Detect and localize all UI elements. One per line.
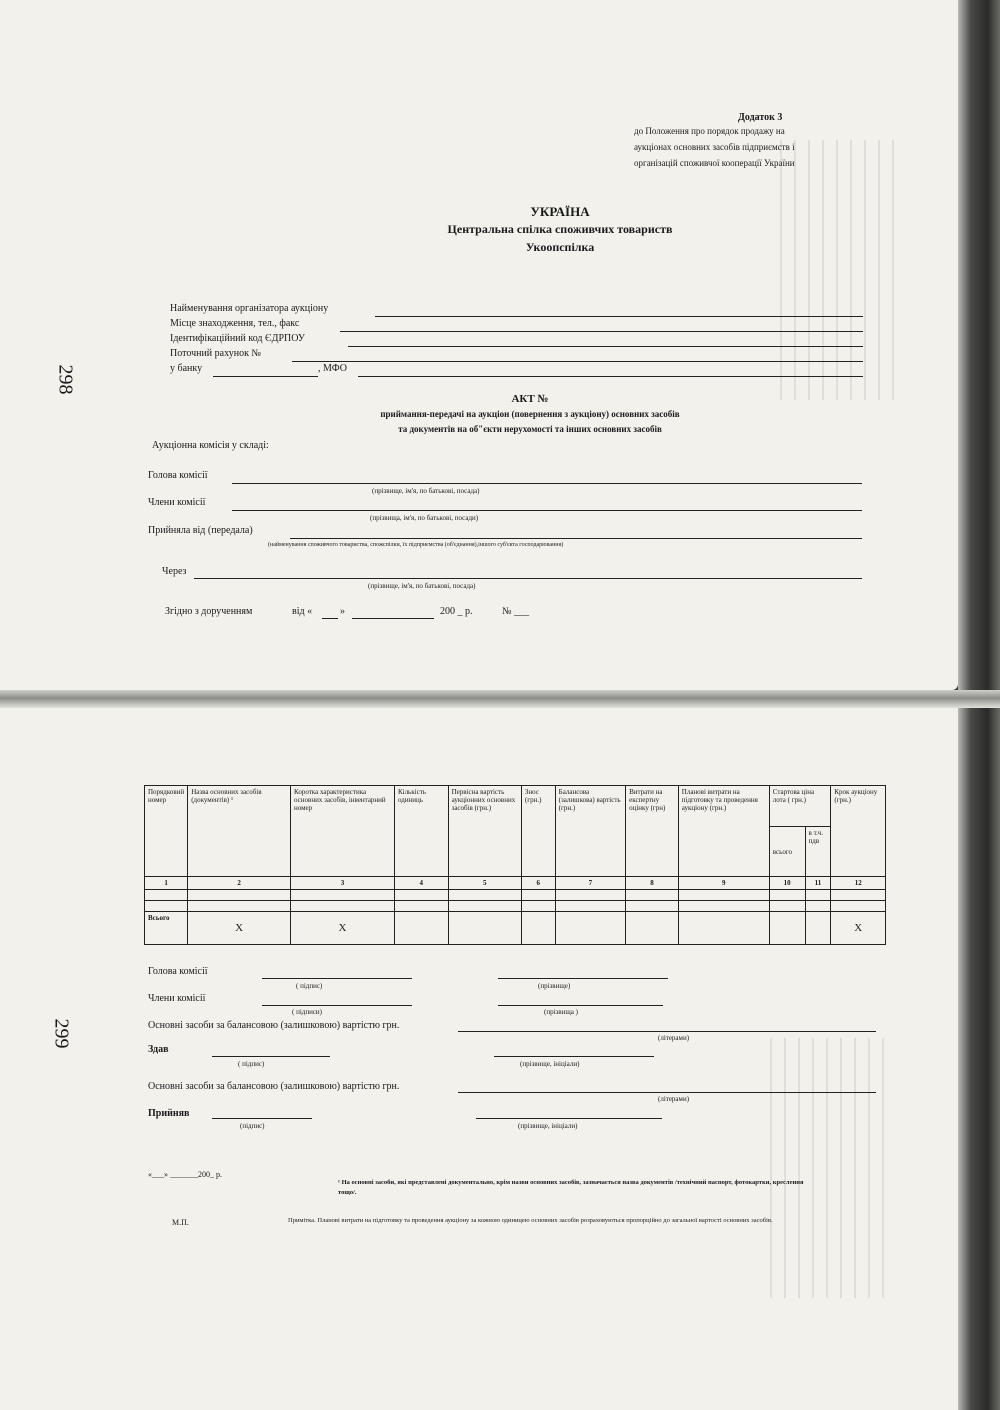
assets-value-label: Основні засоби за балансовою (залишковою) вартістю грн.: [148, 1081, 400, 1092]
through-hint: (прізвище, ім'я, по батькові, посада): [368, 582, 476, 590]
organizer-mfo-field[interactable]: [358, 376, 863, 377]
commission-composition: Аукціонна комісія у складі:: [152, 440, 269, 451]
letters-hint: (літерами): [658, 1034, 690, 1042]
act-subtitle: та документів на об"єкти нерухомості та інших основних засобів: [398, 424, 662, 434]
table-header-row: [145, 786, 886, 827]
x-mark: X: [291, 912, 395, 945]
remark: Примітка. Планові витрати на підготовку та проведення аукціону за кожною одиницею основних засобів розраховуються пропорційно до загальної вартості основних засобів.: [288, 1217, 773, 1224]
col-header: Коротка характеристика основних засобів, інвентарний номер: [291, 786, 395, 877]
date-day-field[interactable]: [322, 618, 338, 619]
organizer-location-field[interactable]: [340, 331, 863, 332]
letters-hint: (літерами): [658, 1095, 690, 1103]
col-header: Стартова ціна лота ( грн.): [769, 786, 831, 827]
date-month-field[interactable]: [352, 618, 434, 619]
organizer-name-field[interactable]: [375, 316, 863, 317]
column-numbers-row: [145, 877, 886, 890]
page-number: 298: [54, 364, 77, 395]
act-title: АКТ №: [511, 393, 549, 405]
act-subtitle: приймання-передачі на аукціон (повернення з аукціону) основних засобів: [380, 409, 680, 419]
col-number: 8: [626, 877, 679, 890]
handed-label: Здав: [148, 1044, 169, 1055]
col-number: 4: [394, 877, 448, 890]
through-field[interactable]: [194, 578, 862, 579]
header-abbr: Укоопспілка: [525, 240, 595, 254]
col-header: Балансова (залишкова) вартість (грн.): [555, 786, 625, 877]
organizer-account-field[interactable]: [292, 361, 863, 362]
table-total-row: [145, 912, 886, 945]
col-number: 3: [291, 877, 395, 890]
col-header: Назва основних засобів (документів) ¹: [188, 786, 291, 877]
col-header: Первісна вартість аукціонних основних засобів (грн.): [448, 786, 521, 877]
col-number: 10: [769, 877, 805, 890]
col-number: 12: [831, 877, 886, 890]
col-number: 9: [678, 877, 769, 890]
organizer-bank-label: у банку: [170, 363, 203, 374]
organizer-location-label: Місце знаходження, тел., факс: [170, 318, 300, 329]
assets-value-field[interactable]: [458, 1092, 876, 1093]
table-row[interactable]: [145, 890, 886, 901]
col-number: 1: [145, 877, 188, 890]
assets-value-label: Основні засоби за балансовою (залишковою) вартістю грн.: [148, 1020, 400, 1031]
date-field[interactable]: «___» _______200_ р.: [148, 1170, 222, 1179]
according-label: Згідно з дорученням: [165, 606, 253, 617]
sig-head-sign-field[interactable]: [262, 978, 412, 979]
date-quote: »: [340, 606, 345, 617]
organizer-name-label: Найменування організатора аукціону: [170, 303, 329, 314]
page-top: [0, 0, 958, 690]
received-from-field[interactable]: [290, 538, 862, 539]
stamp-place: М.П.: [172, 1218, 189, 1227]
header-org: Центральна спілка споживчих товариств: [447, 222, 673, 236]
col-header: Порядковий номер: [145, 786, 188, 877]
appendix-line: до Положення про порядок продажу на: [634, 126, 785, 136]
sig-hint: ( підписи): [292, 1008, 323, 1016]
total-label: Всього: [145, 912, 188, 945]
date-from: від «: [292, 606, 313, 617]
col-number: 5: [448, 877, 521, 890]
sig-members-label: Члени комісії: [148, 993, 206, 1004]
received-from-hint: (найменування споживчого товариства, спожспілки, їх підприємства (об'єднання),іншого суб'єкта господарювання): [268, 542, 564, 548]
organizer-account-label: Поточний рахунок №: [170, 348, 261, 359]
col-header: Знос (грн.): [521, 786, 555, 877]
col-subheader: в т.ч. пдв: [805, 827, 831, 877]
organizer-mfo-label: , МФО: [318, 363, 348, 374]
x-mark: X: [188, 912, 291, 945]
sig-hint: ( підпис): [296, 982, 323, 990]
col-header: Витрати на експертну оцінку (грн): [626, 786, 679, 877]
through-label: Через: [162, 566, 187, 577]
sig-hint: (прізвища ): [544, 1008, 578, 1016]
commission-members-hint: (прізвища, ім'я, по батькові, посади): [370, 514, 479, 522]
commission-head-field[interactable]: [232, 483, 862, 484]
x-mark: X: [831, 912, 886, 945]
accepted-name-field[interactable]: [476, 1118, 662, 1119]
assets-table: [144, 785, 886, 945]
appendix-line: організацій споживчої кооперації України: [634, 158, 795, 168]
col-number: 2: [188, 877, 291, 890]
page-bottom: [0, 708, 958, 1410]
sig-head-name-field[interactable]: [498, 978, 668, 979]
commission-head-hint: (прізвище, ім'я, по батькові, посада): [372, 487, 480, 495]
page-number: 299: [50, 1018, 73, 1049]
header-country: УКРАЇНА: [530, 204, 590, 219]
handed-name-field[interactable]: [494, 1056, 654, 1057]
bleed-through: [770, 1038, 890, 1298]
date-year: 200 _ р.: [440, 606, 473, 617]
accepted-label: Прийняв: [148, 1108, 190, 1119]
sig-hint: (прізвище, ініціали): [518, 1122, 578, 1130]
col-header: Кількість одиниць: [394, 786, 448, 877]
accepted-sign-field[interactable]: [212, 1118, 312, 1119]
col-number: 6: [521, 877, 555, 890]
page-fold: [0, 690, 1000, 708]
organizer-code-field[interactable]: [348, 346, 863, 347]
appendix-title: Додаток 3: [738, 112, 783, 123]
footnote: ¹ На основні засоби, які представлені документально, крім назви основних засобів, зазначається назва документів /технічний паспорт, фотокартки, креслення тощо/.: [338, 1179, 804, 1196]
sig-members-sign-field[interactable]: [262, 1005, 412, 1006]
table-row[interactable]: [145, 901, 886, 912]
col-header: Планові витрати на підготовку та проведення аукціону (грн.): [678, 786, 769, 877]
sig-hint: ( підпис): [238, 1060, 265, 1068]
commission-head-label: Голова комісії: [148, 470, 208, 481]
received-from-label: Прийняла від (передала): [148, 525, 253, 536]
assets-value-field[interactable]: [458, 1031, 876, 1032]
sig-hint: (підпис): [240, 1122, 265, 1130]
sig-head-label: Голова комісії: [148, 966, 208, 977]
commission-members-label: Члени комісії: [148, 497, 206, 508]
organizer-bank-field[interactable]: [213, 376, 318, 377]
handed-sign-field[interactable]: [212, 1056, 330, 1057]
col-number: 7: [555, 877, 625, 890]
col-number: 11: [805, 877, 831, 890]
doc-number: № ___: [502, 606, 530, 617]
organizer-code-label: Ідентифікаційний код ЄДРПОУ: [170, 333, 305, 344]
appendix-line: аукціонах основних засобів підприємств і: [634, 142, 795, 152]
sig-members-name-field[interactable]: [498, 1005, 663, 1006]
commission-members-field[interactable]: [232, 510, 862, 511]
col-subheader: всього: [769, 827, 805, 877]
sig-hint: (прізвище): [538, 982, 571, 990]
col-header: Крок аукціону (грн.): [831, 786, 886, 877]
sig-hint: (прізвище, ініціали): [520, 1060, 580, 1068]
